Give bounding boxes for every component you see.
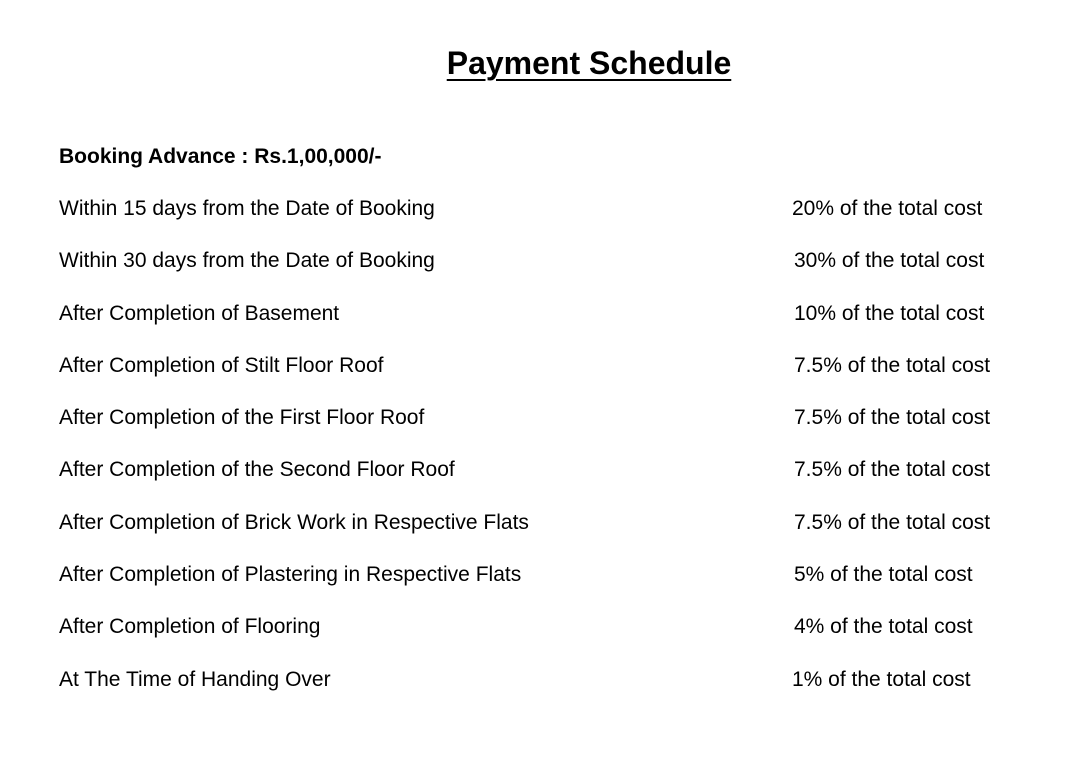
- milestone-label: After Completion of the Second Floor Roof: [59, 458, 455, 482]
- milestone-label: At The Time of Handing Over: [59, 667, 331, 691]
- schedule-row: [0, 561, 1086, 613]
- schedule-row: [0, 352, 1086, 404]
- schedule-row: [0, 247, 1086, 299]
- payment-amount: 10% of the total cost: [794, 301, 985, 325]
- schedule-row: [0, 456, 1086, 508]
- milestone-label: Within 30 days from the Date of Booking: [59, 249, 435, 273]
- payment-amount: 7.5% of the total cost: [794, 406, 991, 430]
- payment-amount: 5% of the total cost: [794, 563, 973, 587]
- payment-amount: 1% of the total cost: [792, 667, 971, 691]
- payment-schedule-list: [0, 195, 1086, 718]
- milestone-label: Within 15 days from the Date of Booking: [59, 197, 435, 220]
- page-title-text: Payment Schedule: [446, 45, 732, 81]
- payment-amount: 20% of the total cost: [792, 197, 983, 220]
- schedule-row: [0, 613, 1086, 665]
- milestone-label: After Completion of Flooring: [59, 615, 321, 639]
- schedule-row: [0, 404, 1086, 456]
- payment-amount: 4% of the total cost: [794, 615, 973, 639]
- milestone-label: After Completion of Plastering in Respective Flats: [59, 563, 522, 587]
- schedule-row: [0, 666, 1086, 718]
- booking-advance: Booking Advance : Rs.1,00,000/-: [59, 145, 382, 168]
- payment-amount: 7.5% of the total cost: [794, 458, 991, 482]
- schedule-row: [0, 195, 1086, 247]
- milestone-label: After Completion of Basement: [59, 301, 340, 325]
- schedule-row: [0, 509, 1086, 561]
- schedule-row: [0, 300, 1086, 352]
- payment-amount: 7.5% of the total cost: [794, 510, 991, 534]
- milestone-label: After Completion of the First Floor Roof: [59, 406, 425, 430]
- page-title: [0, 44, 1086, 82]
- milestone-label: After Completion of Stilt Floor Roof: [59, 353, 384, 377]
- payment-amount: 7.5% of the total cost: [794, 353, 991, 377]
- milestone-label: After Completion of Brick Work in Respective Flats: [59, 510, 529, 534]
- payment-amount: 30% of the total cost: [794, 249, 985, 273]
